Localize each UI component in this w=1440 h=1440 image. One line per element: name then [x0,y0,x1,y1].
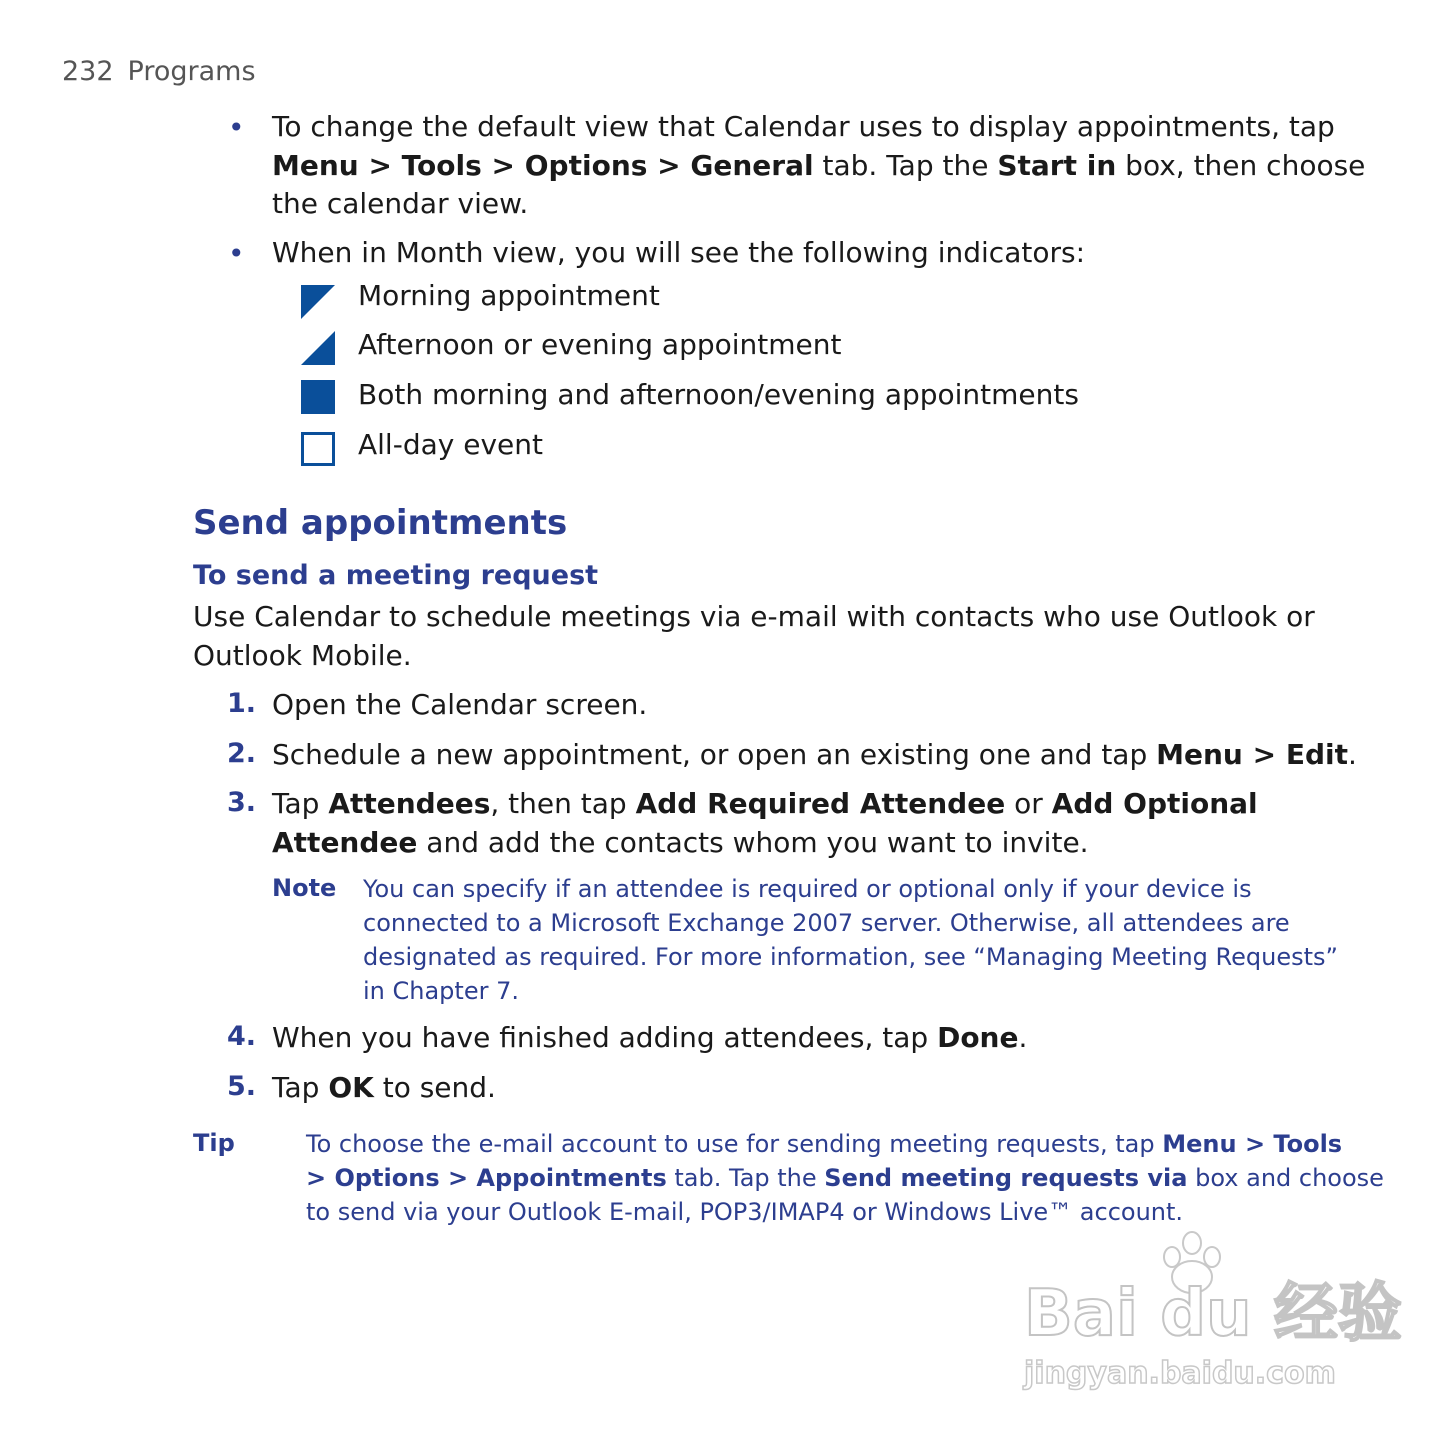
bullet-dot: • [228,111,245,144]
note-line: You can specify if an attendee is required or optional only if your device is [363,875,1252,903]
text-line: Tap OK to send. [272,1071,496,1104]
page-header [62,56,256,87]
text-line: Schedule a new appointment, or open an existing one and tap Menu > Edit. [272,738,1357,771]
text-line: To change the default view that Calendar uses to display appointments, tap [272,110,1335,143]
indicator-label: Both morning and afternoon/evening appointments [358,378,1079,411]
note-label: Note [272,874,337,902]
text-line: To choose the e-mail account to use for sending meeting requests, tap Menu > Tools [306,1130,1343,1158]
intro-line: Outlook Mobile. [193,638,412,672]
step-text [272,785,1258,862]
text-line: Attendee and add the contacts whom you want to invite. [272,825,1089,859]
step-number: 5. [227,1071,257,1102]
step-number: 2. [227,738,257,769]
text-line: Tap Attendees, then tap Add Required Attendee or Add Optional [272,787,1258,820]
both-indicator-icon [301,380,335,414]
step-text [272,736,1357,775]
text-line: the calendar view. [272,187,529,220]
section-title: Send appointments [193,503,568,543]
page-section-title: Programs [127,56,256,87]
watermark-url: jingyan.baidu.com [1024,1356,1336,1391]
intro-line: Use Calendar to schedule meetings via e-mail with contacts who use Outlook or [193,600,1315,633]
text-line: When you have finished adding attendees, tap Done. [272,1021,1028,1054]
indicator-label: Afternoon or evening appointment [358,328,842,361]
step-text [272,686,647,725]
text-line: > Options > Appointments tab. Tap the Send meeting requests via box and choose [306,1164,1384,1192]
text-line: to send via your Outlook E-mail, POP3/IMAP4 or Windows Live™ account. [306,1198,1184,1226]
note-text [363,872,1338,1008]
tip-text [306,1127,1384,1229]
baidu-watermark-logo [1020,1225,1402,1395]
afternoon-indicator-icon [301,331,335,365]
step-number: 4. [227,1021,257,1052]
section-subtitle: To send a meeting request [193,560,599,591]
note-line: connected to a Microsoft Exchange 2007 server. Otherwise, all attendees are [363,909,1290,937]
intro-paragraph [193,598,1315,675]
watermark-brand: Bai du 经验 [1024,1277,1402,1351]
step-number: 1. [227,688,257,719]
bullet-dot: • [228,237,245,270]
text-line: Open the Calendar screen. [272,688,648,721]
indicator-label: All-day event [358,428,543,461]
note-line: designated as required. For more information, see “Managing Meeting Requests” [363,943,1338,971]
all-day-indicator-icon [301,432,335,466]
page-number: 232 [62,56,114,87]
bullet-text [272,108,1365,224]
bullet-text: When in Month view, you will see the following indicators: [272,236,1085,269]
step-number: 3. [227,787,257,818]
morning-indicator-icon [301,285,335,319]
text-line: Menu > Tools > Options > General tab. Tap the Start in box, then choose [272,148,1366,182]
tip-label: Tip [193,1129,235,1157]
step-text [272,1019,1027,1058]
step-text [272,1069,496,1108]
indicator-label: Morning appointment [358,279,660,312]
note-line: in Chapter 7. [363,977,519,1005]
